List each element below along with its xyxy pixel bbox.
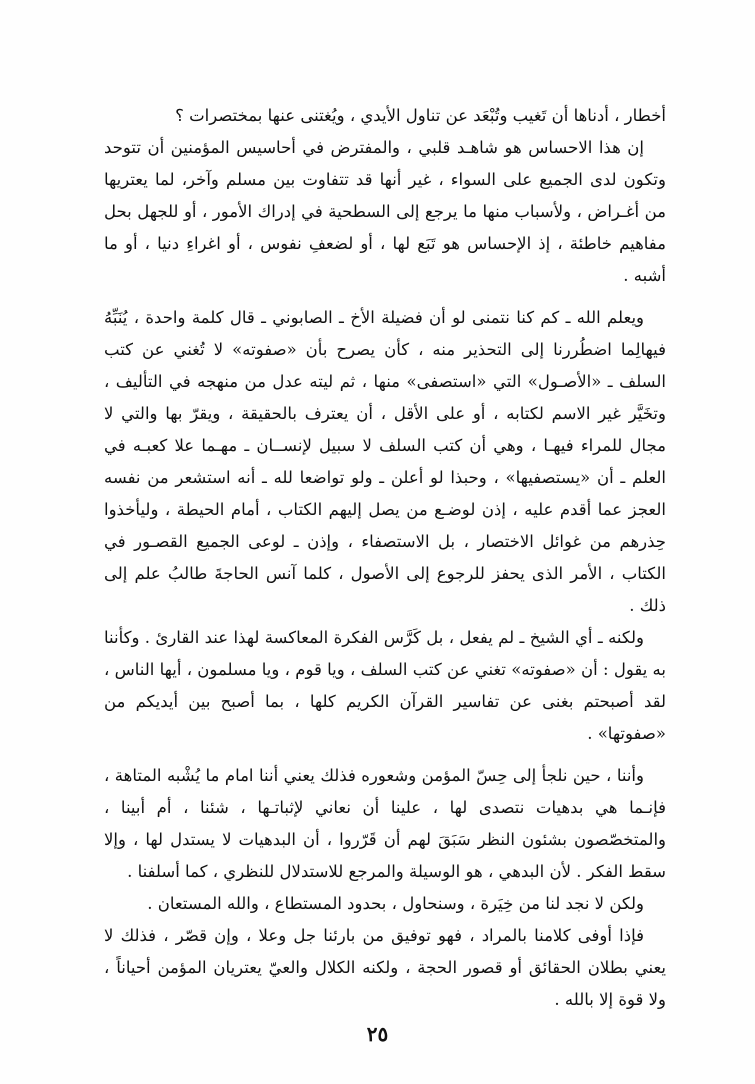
paragraph-5: وأننا ، حين نلجأ إلى حِسّ المؤمن وشعوره فذلك يعني أننا امام ما يُشْبه المتاهة ، فإنـما هي بدهيات نتصدى لها ، علينا أن نعاني لإثباتـها ، شئنا ، أم أبينا ، والمتخصّصون بشئون النظر سَبَقَ لهم أن قَرّروا ، أن البدهيات لا يستدل لها ، وإلا سقط الفكر . لأن البدهي ، هو الوسيلة والمرجع للاستدلال للنظري ، كما أسلفنا . — [104, 766, 666, 881]
paragraph-7: فإذا أوفى كلامنا بالمراد ، فهو توفيق من بارئنا جل وعلا ، وإن قصّر ، فذلك لا يعني بطلان الحقائق أو قصور الحجة ، ولكنه الكلال والعيّ يعتريان المؤمن أحياناً ، ولا قوة إلا بالله . — [104, 926, 666, 1009]
paragraph-2: إن هذا الاحساس هو شاهـد قلبي ، والمفترض في أحاسيس المؤمنين أن تتوحد وتكون لدى الجميع على السواء ، غير أنها قد تتفاوت بين مسلم وآخر، لما يعتريها من أغـراض ، ولأسباب منها ما يرجع إلى السطحية في إدراك الأمور ، أو للجهل بحل مفاهيم خاطئة ، إذ الإحساس هو تَبَع لها ، أو لضعفِ نفوس ، أو اغراءِ دنيا ، أو ما أشبه . — [104, 138, 666, 285]
body-text — [104, 100, 666, 1016]
paragraph-1: أخطار ، أدناها أن تَغيب وتُبْعَد عن تناول الأيدي ، ويُغتنى عنها بمختصرات ؟ — [175, 106, 666, 125]
paragraph-6: ولكن لا نجد لنا من خِيَرة ، وسنحاول ، بحدود المستطاع ، والله المستعان . — [147, 894, 644, 913]
paragraph-3: ويعلم الله ـ كم كنا نتمنى لو أن فضيلة الأخ ـ الصابوني ـ قال كلمة واحدة ، يُنَبِّهُ فيهالِما اضطُررنا إلى التحذير منه ، كأن يصرح بأن «صفوته» لا تُغني عن كتب السلف ـ «الأصـول» التي «استصفى» منها ، ثم ليته عدل من منهجه في التأليف ، وتخَيَّر غير الاسم لكتابه ، أو على الأقل ، أن يعترف بالحقيقة ، ويقرّ بها والتي لا مجال للمراء فيهـا ، وهي أن كتب السلف لا سبيل لإنســان ـ مهـما علا كعبـه في العلم ـ أن «يستصفيها» ، وحبذا لو أعلن ـ ولو تواضعا لله ـ أنه استشعر من نفسه العجز عما أقدم عليه ، إذن لوضـع من يصل إليهم الكتاب ، أمام الحيطة ، وليأخذوا حِذرهم من غوائل الاختصار ، بل الاستصفاء ، وإذن ـ لوعى الجميع القصـور في الكتاب ، الأمر الذى يحفز للرجوع إلى الأصول ، كلما آنس الحاجةَ طالبُ علم إلى ذلك . — [104, 308, 666, 615]
paragraph-4: ولكنه ـ أي الشيخ ـ لم يفعل ، بل كَرَّس الفكرة المعاكسة لهذا عند القارئ . وكأننا به يقول : أن «صفوته» تغني عن كتب السلف ، ويا قوم ، ويا مسلمون ، أيها الناس ، لقد أصبحتم بغنى عن تفاسير القرآن الكريم كلها ، بما أصبح بين أيديكم من «صفوتها» . — [104, 628, 666, 743]
page-number: ٢٥ — [366, 1022, 389, 1046]
